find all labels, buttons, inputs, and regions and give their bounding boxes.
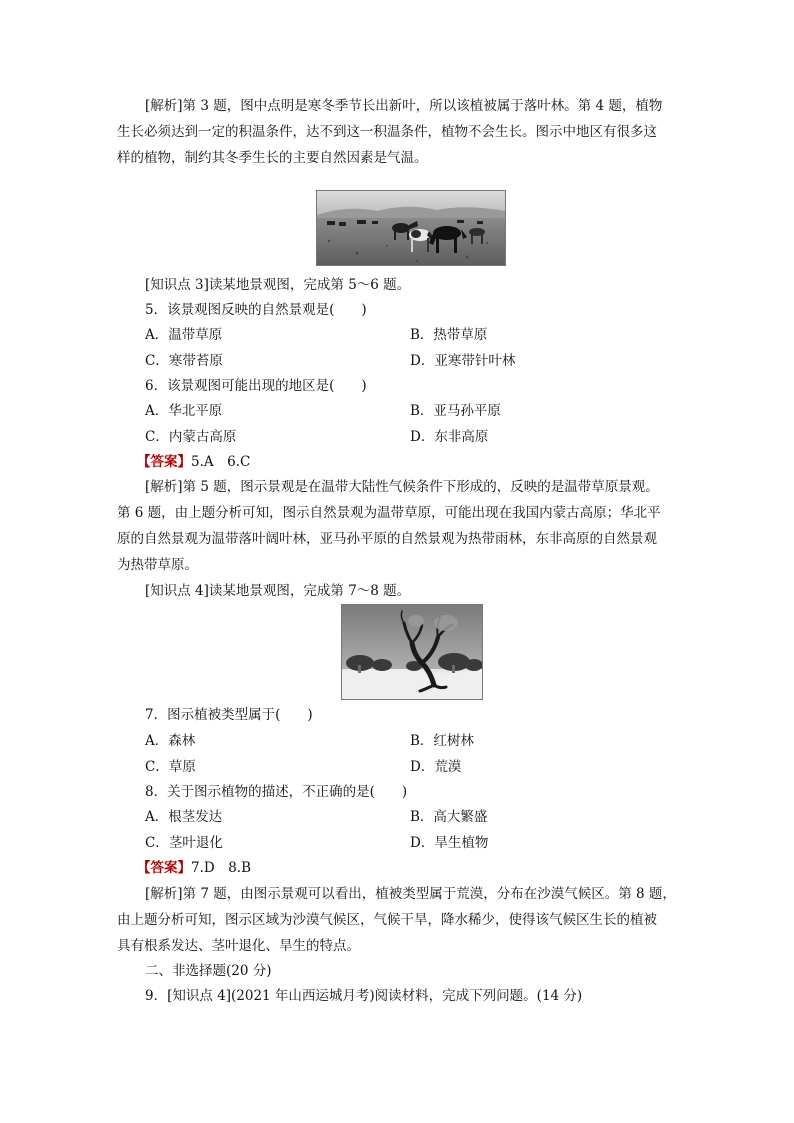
analysis-line: [解析]第 3 题，图中点明是寒冬季节长出新叶，所以该植被属于落叶林。第 4 题，植物	[145, 98, 663, 114]
analysis-line: 由上题分析可知，图示区域为沙漠气候区，气候干旱，降水稀少，使得该气候区生长的植被	[117, 912, 657, 928]
answer-tag: 【答案】	[137, 454, 191, 470]
answer-text: 5.A 6.C	[191, 454, 251, 470]
analysis-line: [解析]第 7 题，由图示景观可以看出，植被类型属于荒漠，分布在沙漠气候区。第 8 题，	[145, 886, 676, 902]
question-9-stem: 9．[知识点 4](2021 年山西运城月考)阅读材料，完成下列问题。(14 分)	[145, 988, 583, 1004]
question-6-option-d: D．东非高原	[410, 429, 489, 445]
analysis-line: 样的植物，制约其冬季生长的主要自然因素是气温。	[117, 150, 428, 166]
analysis-line: 原的自然景观为温带落叶阔叶林，亚马孙平原的自然景观为热带雨林，东非高原的自然景观	[117, 531, 657, 547]
question-6-option-c: C．内蒙古高原	[145, 429, 237, 445]
question-8-option-c: C．茎叶退化	[145, 835, 223, 851]
question-7-stem: 7．图示植被类型属于( )	[145, 707, 313, 723]
analysis-line: 第 6 题，由上题分析可知，图示自然景观为温带草原，可能出现在我国内蒙古高原；华北平	[117, 505, 661, 521]
question-5-option-b: B．热带草原	[410, 327, 488, 343]
question-5-option-a: A．温带草原	[145, 327, 223, 343]
question-8-option-d: D．旱生植物	[410, 835, 489, 851]
question-5-option-d: D．亚寒带针叶林	[410, 353, 516, 369]
question-6-option-b: B．亚马孙平原	[410, 403, 501, 419]
question-6-option-a: A．华北平原	[145, 403, 223, 419]
answer-7-8	[137, 858, 251, 878]
question-5-option-c: C．寒带苔原	[145, 353, 223, 369]
question-8-stem: 8．关于图示植物的描述，不正确的是( )	[145, 784, 408, 800]
question-8-option-b: B．高大繁盛	[410, 809, 488, 825]
analysis-line: 具有根系发达、茎叶退化、旱生的特点。	[117, 938, 360, 954]
question-7-option-a: A．森林	[145, 733, 196, 749]
answer-5-6	[137, 452, 250, 472]
question-5-stem: 5．该景观图反映的自然景观是( )	[145, 302, 367, 318]
answer-text: 7.D 8.B	[191, 860, 252, 876]
question-7-option-d: D．荒漠	[410, 759, 462, 775]
section-2-title: 二、非选择题(20 分)	[145, 963, 272, 979]
question-6-stem: 6．该景观图可能出现的地区是( )	[145, 378, 367, 394]
grassland-horses-photo	[316, 190, 506, 266]
analysis-line: 为热带草原。	[117, 557, 198, 573]
analysis-line: [解析]第 5 题，图示景观是在温带大陆性气候条件下形成的，反映的是温带草原景观。	[145, 479, 659, 495]
knowledge-point-3-intro: [知识点 3]读某地景观图，完成第 5～6 题。	[145, 277, 411, 293]
answer-tag: 【答案】	[137, 860, 191, 876]
desert-tree-photo	[341, 604, 483, 700]
question-7-option-b: B．红树林	[410, 733, 474, 749]
question-7-option-c: C．草原	[145, 759, 196, 775]
analysis-line: 生长必须达到一定的积温条件，达不到这一积温条件，植物不会生长。图示中地区有很多这	[117, 124, 657, 140]
knowledge-point-4-intro: [知识点 4]读某地景观图，完成第 7～8 题。	[145, 583, 411, 599]
question-8-option-a: A．根茎发达	[145, 809, 223, 825]
